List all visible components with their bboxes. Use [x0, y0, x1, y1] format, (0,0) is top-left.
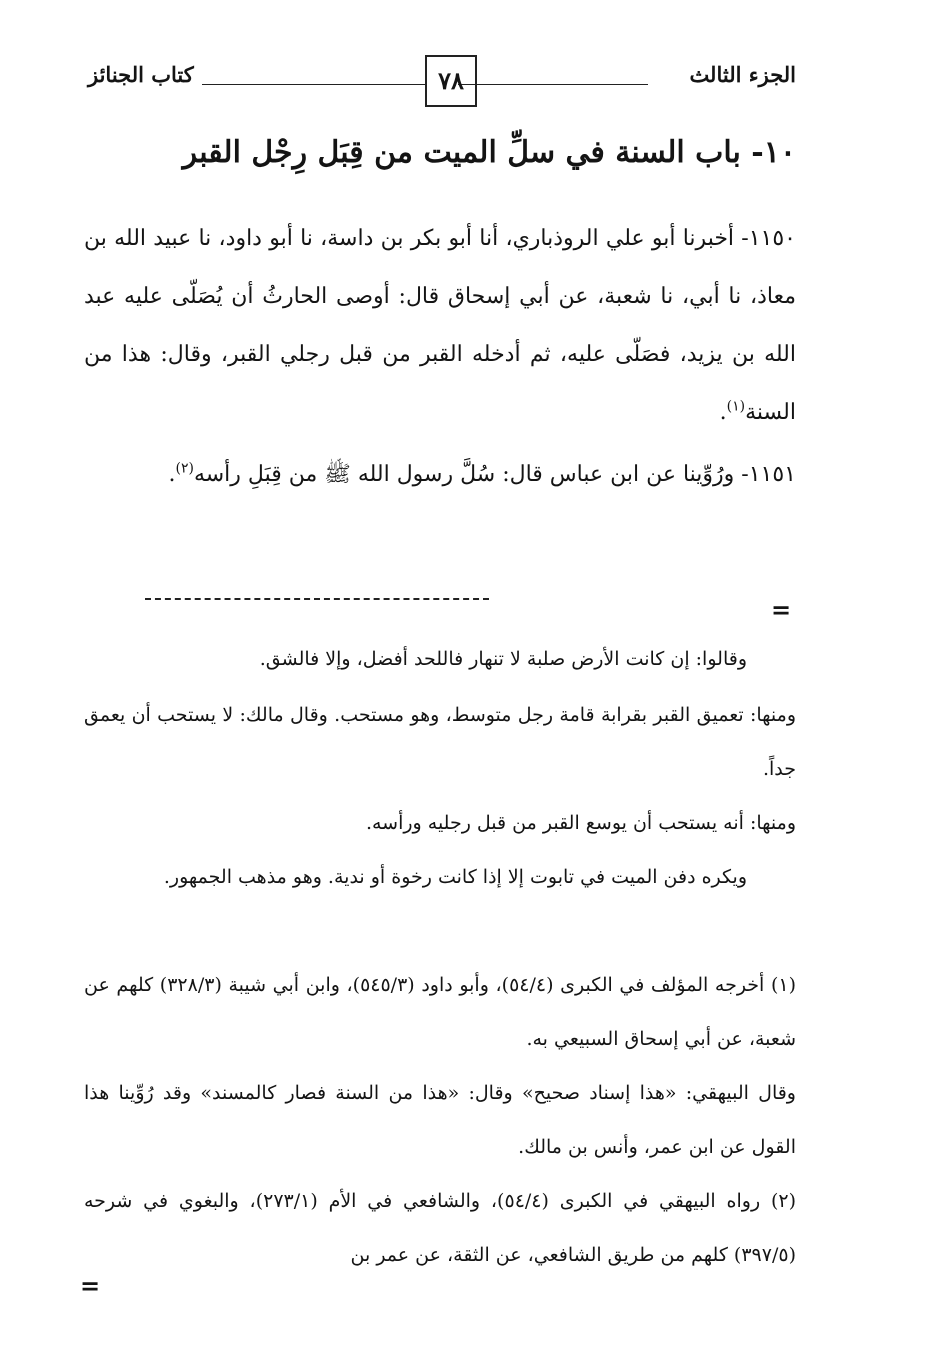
- hadith-1151-end: .: [168, 462, 176, 487]
- note-line-1: وقالوا: إن كانت الأرض صلبة لا تنهار فاللحد أفضل، وإلا فالشق.: [259, 648, 747, 670]
- note-line-3: ومنها: أنه يستحب أن يوسع القبر من قبل رجليه ورأسه.: [365, 812, 796, 834]
- header-rule-right: [458, 84, 648, 85]
- note-line-2: ومنها: تعميق القبر بقرابة قامة رجل متوسط، وهو مستحب. وقال مالك: لا يستحب أن يعمق جداً.: [84, 704, 796, 780]
- header-rule-left: [202, 84, 426, 85]
- footnote-2: (٢) رواه البيهقي في الكبرى (٥٤/٤)، والشافعي في الأم (٢٧٣/١)، والبغوي في شرحه (٣٩٧/٥) كلهم من طريق الشافعي، عن الثقة، عن عمر بن: [84, 1190, 797, 1266]
- footnote-ref-1: (١): [726, 398, 746, 415]
- hadith-1150: ١١٥٠- أخبرنا أبو علي الروذباري، أنا أبو بكر بن داسة، نا أبو داود، نا عبيد الله بن معاذ، نا أبي، نا شعبة، عن أبي إسحاق قال: أوصى الحارثُ أن يُصَلّى عليه عبد الله بن يزيد، فصَلّى عليه، ثم أدخله القبر من قبل رجلي القبر، وقال: هذا من السنة$^{(١)}$.: [84, 226, 796, 425]
- hadith-1151: [84, 446, 796, 504]
- footnote-1-continuation: وقال البيهقي: «هذا إسناد صحيح» وقال: «هذا من السنة فصار كالمسند» وقد رُوِّينا هذا القول عن ابن عمر، وأنس بن مالك.: [84, 1082, 796, 1158]
- page-number-box: ٧٨: [425, 55, 477, 107]
- hadith-1150-text: ١١٥٠- أخبرنا أبو علي الروذباري، أنا أبو بكر بن داسة، نا أبو داود، نا عبيد الله بن معاذ، نا أبي، نا شعبة، عن أبي إسحاق قال: أوصى الحارثُ أن يُصَلّى عليه عبد الله بن يزيد، فصَلّى عليه، ثم أدخله القبر من قبل رجلي القبر، وقال: هذا من السنة: [84, 226, 796, 425]
- footnote-divider: [145, 598, 489, 600]
- note-line-4: ويكره دفن الميت في تابوت إلا إذا كانت رخوة أو ندية. وهو مذهب الجمهور.: [163, 866, 747, 888]
- running-header-volume: الجزء الثالث: [689, 62, 796, 87]
- chapter-title: ١٠- باب السنة في سلِّ الميت من قِبَل رِجْل القبر: [182, 135, 796, 170]
- footnote-1: (١) أخرجه المؤلف في الكبرى (٥٤/٤)، وأبو داود (٥٤٥/٣)، وابن أبي شيبة (٣٢٨/٣) كلهم عن شعبة، عن أبي إسحاق السبيعي به.: [84, 974, 796, 1050]
- footnote-ref-2: (٢): [175, 460, 194, 477]
- continuation-mark-top: =: [771, 595, 792, 624]
- continuation-mark-bottom: =: [80, 1271, 101, 1300]
- hadith-1151-text: ١١٥١- ورُوِّينا عن ابن عباس قال: سُلَّ رسول الله ﷺ من قِبَلِ رأسه: [193, 462, 796, 487]
- running-header-book: كتاب الجنائز: [88, 62, 194, 87]
